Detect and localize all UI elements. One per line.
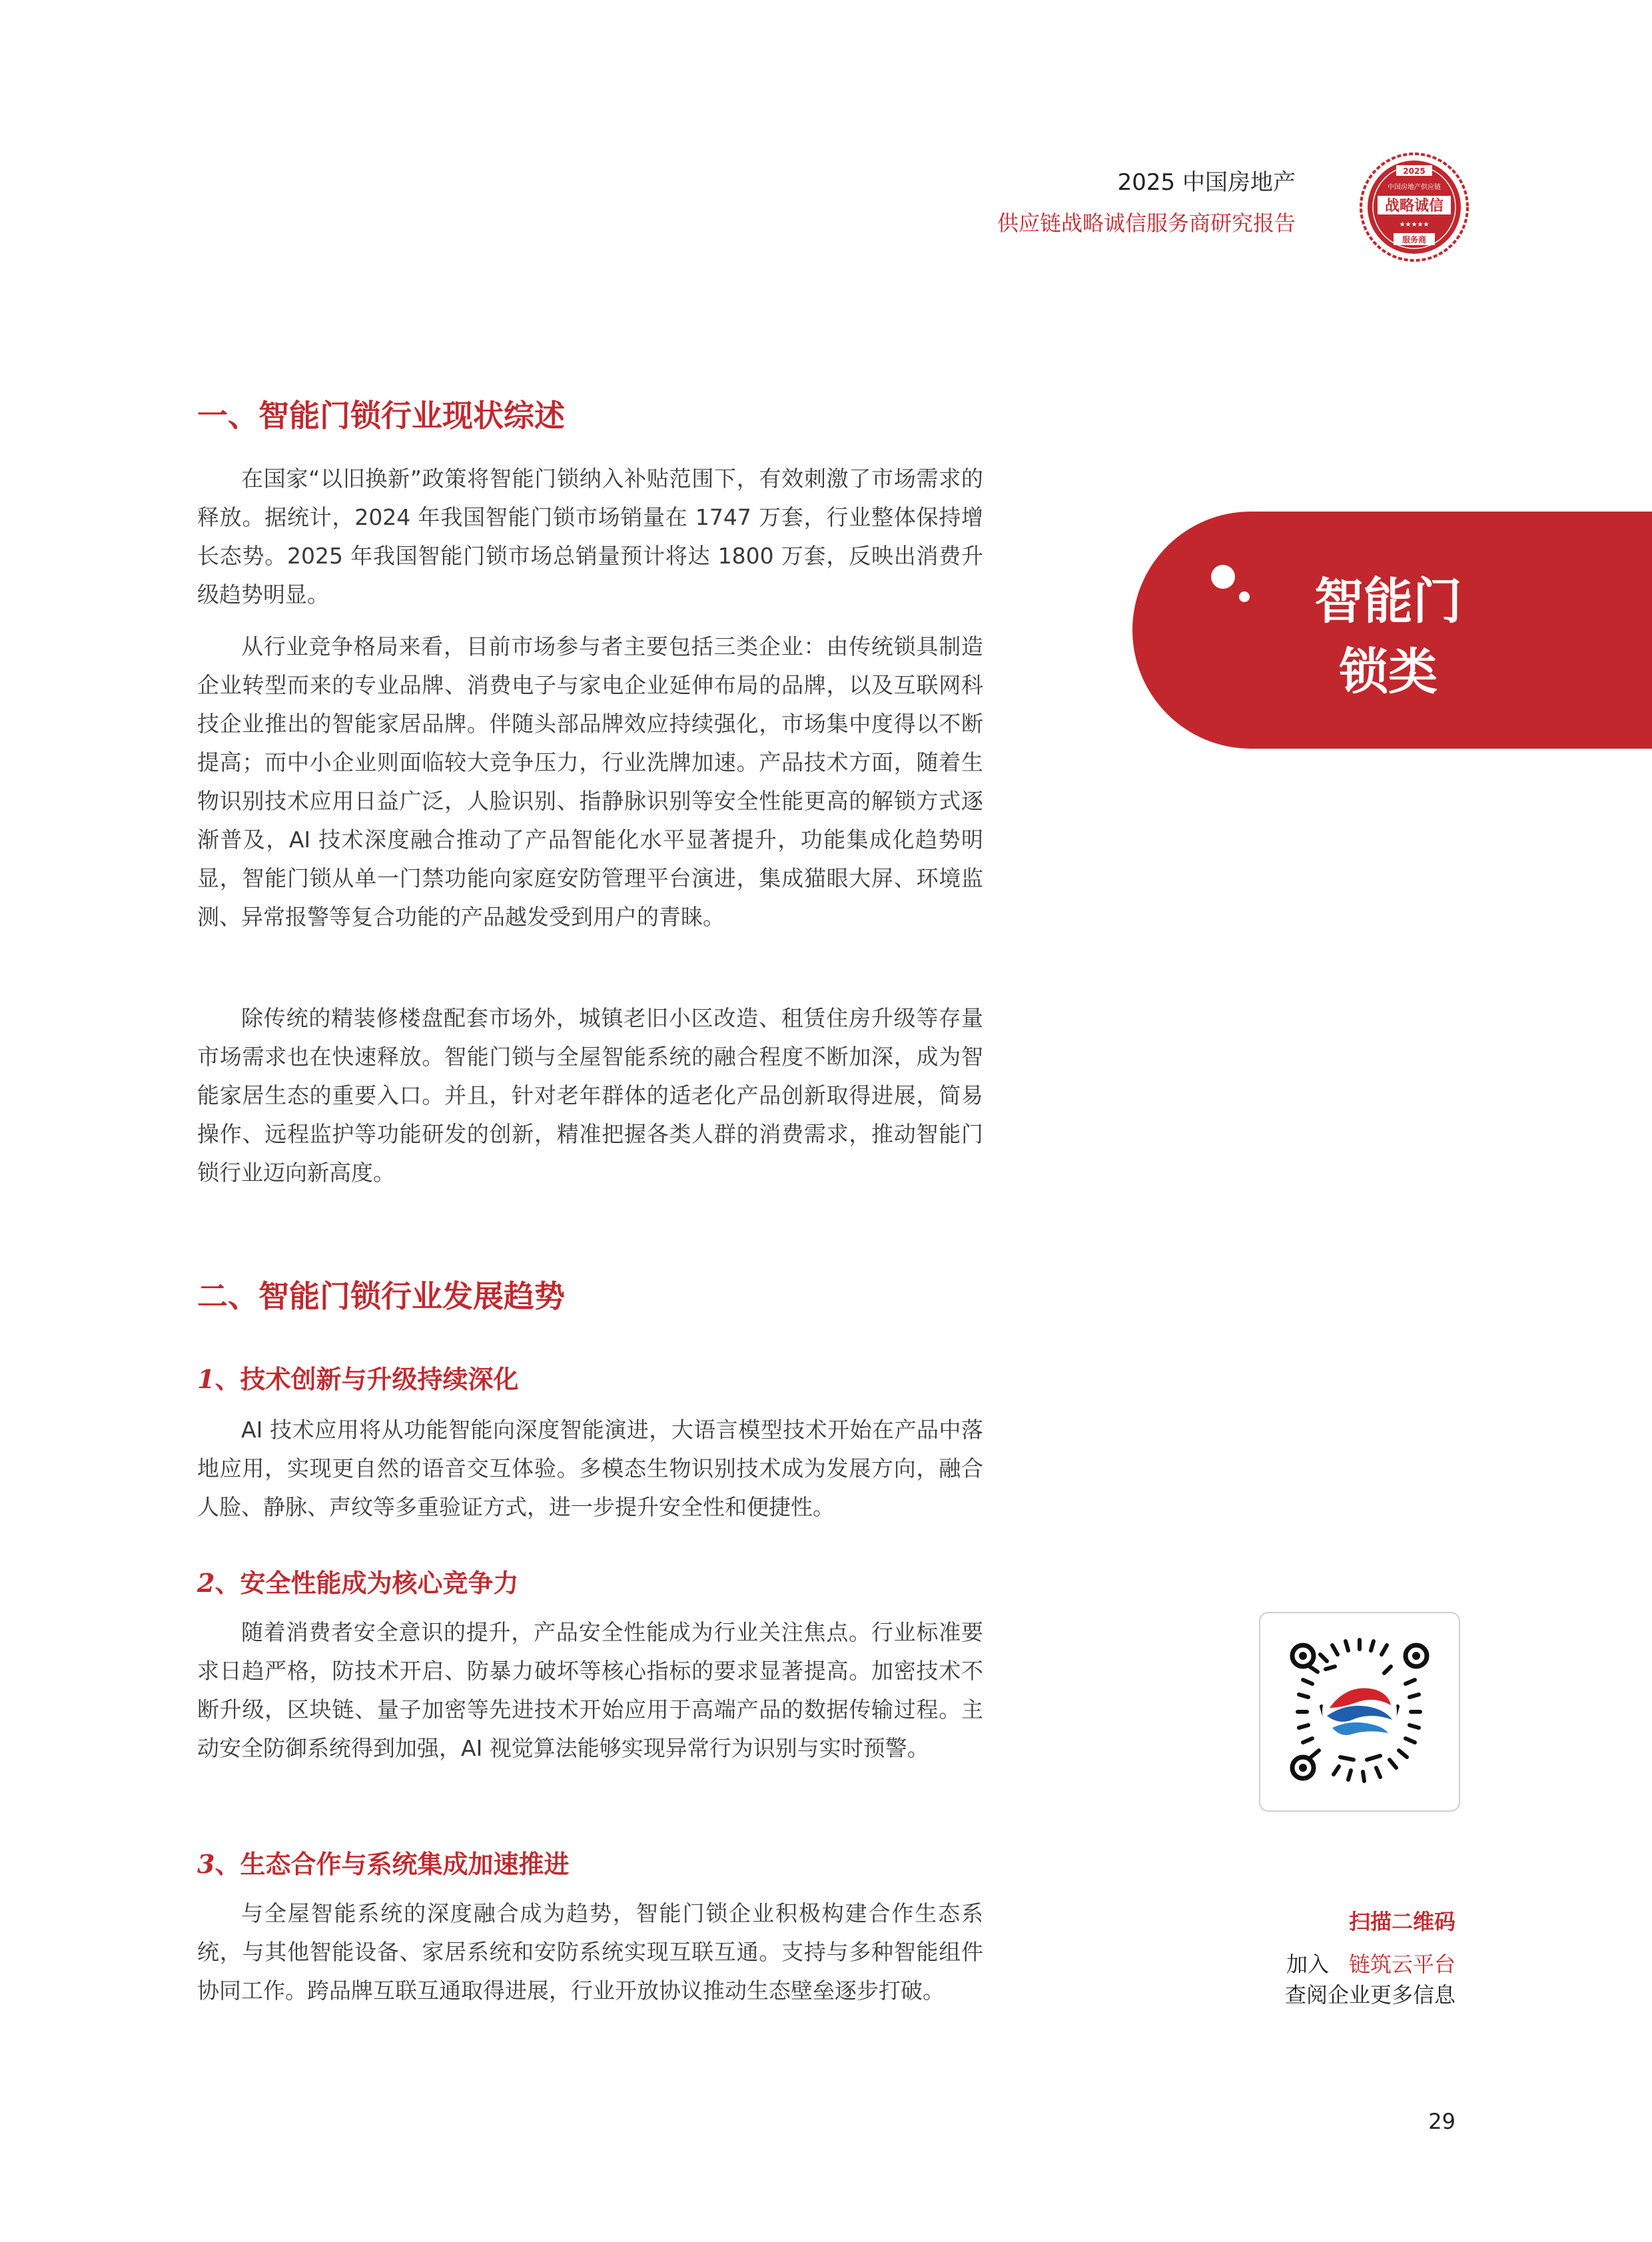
subsection-2-label: 、安全性能成为核心竞争力 — [214, 1569, 519, 1598]
section-1-title: 一、智能门锁行业现状综述 — [197, 398, 565, 434]
subsection-3-paragraph: 与全屋智能系统的深度融合成为趋势，智能门锁企业积极构建合作生态系统，与其他智能设备、家居系统和安防系统实现互联互通。支持与多种智能组件协同工作。跨品牌互联互通取得进展，行业开放协议推动生态壁垒逐步打破。 — [197, 1900, 983, 2004]
qr-code-card[interactable] — [1259, 1612, 1460, 1812]
qr-scan-label: 扫描二维码 — [1348, 1909, 1455, 1934]
report-year-title: 2025 中国房地产 — [1117, 169, 1296, 196]
decor-dot-small — [1239, 591, 1250, 602]
seal-org: 中国房地产供应链 — [1388, 184, 1441, 191]
section-2-title: 二、智能门锁行业发展趋势 — [197, 1278, 565, 1314]
subsection-2-number: 2 — [197, 1568, 215, 1598]
qr-join-line — [1286, 1948, 1455, 1978]
subsection-1-title — [197, 1359, 1063, 1395]
integrity-seal-icon — [1358, 151, 1471, 264]
subsection-2-title — [197, 1563, 1063, 1599]
seal-main: 战略诚信 — [1384, 197, 1444, 214]
report-subtitle: 供应链战略诚信服务商研究报告 — [997, 210, 1296, 236]
category-tab — [1132, 512, 1652, 749]
section-1-paragraph-1: 在国家“以旧换新”政策将智能门锁纳入补贴范围下，有效刺激了市场需求的释放。据统计，2024 年我国智能门锁市场销量在 1747 万套，行业整体保持增长态势。2025 年我国智能门锁市场总销量预计将达 1800 万套，反映出消费升级趋势明显。 — [197, 466, 983, 607]
qr-join-prefix: 加入 — [1286, 1952, 1329, 1977]
subsection-1-number: 1 — [197, 1364, 215, 1394]
section-1-paragraph-2: 从行业竞争格局来看，目前市场参与者主要包括三类企业：由传统锁具制造企业转型而来的专业品牌、消费电子与家电企业延伸布局的品牌，以及互联网科技企业推出的智能家居品牌。伴随头部品牌效应持续强化，市场集中度得以不断提高；而中小企业则面临较大竞争压力，行业洗牌加速。产品技术方面，随着生物识别技术应用日益广泛，人脸识别、指静脉识别等安全性能更高的解锁方式逐渐普及，AI 技术深度融合推动了产品智能化水平显著提升，功能集成化趋势明显，智能门锁从单一门禁功能向家庭安防管理平台演进，集成猫眼大屏、环境监测、异常报警等复合功能的产品越发受到用户的青睐。 — [197, 633, 983, 930]
decor-dot-large — [1211, 565, 1235, 589]
category-label: 智能门锁类 — [1314, 573, 1462, 701]
subsection-1-label: 、技术创新与升级持续深化 — [214, 1365, 519, 1394]
subsection-3-label: 、生态合作与系统集成加速推进 — [214, 1850, 570, 1879]
subsection-1-paragraph: AI 技术应用将从功能智能向深度智能演进，大语言模型技术开始在产品中落地应用，实现更自然的语音交互体验。多模态生物识别技术成为发展方向，融合人脸、静脉、声纹等多重验证方式，进一步提升安全性和便捷性。 — [197, 1417, 983, 1520]
seal-bottom: 服务商 — [1402, 235, 1427, 244]
seal-stars: ★★★★★ — [1399, 221, 1430, 228]
subsection-3-title — [197, 1844, 1063, 1880]
seal-year: 2025 — [1403, 167, 1426, 176]
subsection-3-number: 3 — [197, 1849, 215, 1879]
qr-platform-name[interactable]: 链筑云平台 — [1348, 1952, 1455, 1977]
subsection-2-paragraph: 随着消费者安全意识的提升，产品安全性能成为行业关注焦点。行业标准要求日趋严格，防技术开启、防暴力破坏等核心指标的要求显著提高。加密技术不断升级，区块链、量子加密等先进技术开始应用于高端产品的数据传输过程。主动安全防御系统得到加强，AI 视觉算法能够实现异常行为识别与实时预警。 — [197, 1619, 983, 1761]
page-number: 29 — [1428, 2109, 1455, 2134]
qr-code-icon — [1274, 1627, 1446, 1797]
qr-info-text: 查阅企业更多信息 — [1284, 1982, 1455, 2008]
section-1-paragraph-3: 除传统的精装修楼盘配套市场外，城镇老旧小区改造、租赁住房升级等存量市场需求也在快速释放。智能门锁与全屋智能系统的融合程度不断加深，成为智能家居生态的重要入口。并且，针对老年群体的适老化产品创新取得进展，简易操作、远程监护等功能研发的创新，精准把握各类人群的消费需求，推动智能门锁行业迈向新高度。 — [197, 1005, 983, 1186]
